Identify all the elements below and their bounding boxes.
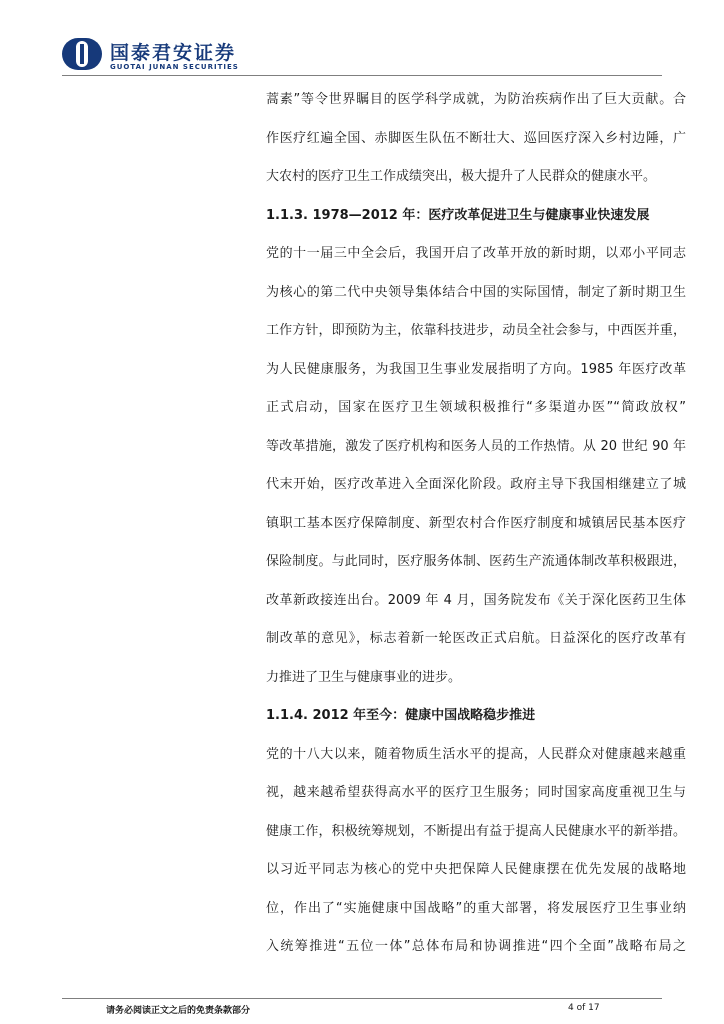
text-line: 等改革措施，激发了医疗机构和医务人员的工作热情。从 20 世纪 90 年 [266,438,686,454]
brand-name-en: GUOTAI JUNAN SECURITIES [110,63,239,71]
text-line: 为人民健康服务，为我国卫生事业发展指明了方向。1985 年医疗改革 [266,361,686,377]
text-line: 改革新政接连出台。2009 年 4 月，国务院发布《关于深化医药卫生体 [266,592,686,608]
text-line: 位，作出了“实施健康中国战略”的重大部署，将发展医疗卫生事业纳 [266,900,686,916]
page-number: 4 of 17 [568,1003,600,1013]
text-line: 大农村的医疗卫生工作成绩突出，极大提升了人民群众的健康水平。 [266,169,657,184]
page-header [0,0,724,80]
text-line: 健康工作，积极统筹规划，不断提出有益于提高人民健康水平的新举措。 [266,823,686,839]
text-line: 以习近平同志为核心的党中央把保障人民健康摆在优先发展的战略地 [266,862,686,877]
text-line: 保险制度。与此同时，医疗服务体制、医药生产流通体制改革积极跟进， [266,554,686,569]
text-line: 代末开始，医疗改革进入全面深化阶段。政府主导下我国相继建立了城 [266,477,686,492]
document-body [266,86,686,972]
text-line: 正式启动，国家在医疗卫生领域积极推行“多渠道办医”“简政放权” [266,400,686,415]
footer-disclaimer: 请务必阅读正文之后的免责条款部分 [106,1006,251,1016]
text-line: 入统筹推进“五位一体”总体布局和协调推进“四个全面”战略布局之 [266,939,686,954]
text-line: 镇职工基本医疗保障制度、新型农村合作医疗制度和城镇居民基本医疗 [266,515,686,531]
guotai-junan-logo-icon [62,38,102,70]
brand-name-cn: 国泰君安证券 [110,42,237,64]
footer-divider [62,998,662,999]
section-heading-1-1-4: 1.1.4. 2012 年至今：健康中国战略稳步推进 [266,708,536,723]
text-line: 为核心的第二代中央领导集体结合中国的实际国情，制定了新时期卫生 [266,284,686,300]
text-line: 力推进了卫生与健康事业的进步。 [266,669,462,685]
text-line: 党的十一届三中全会后，我国开启了改革开放的新时期，以邓小平同志 [266,246,686,261]
text-line: 作医疗红遍全国、赤脚医生队伍不断壮大、巡回医疗深入乡村边陲，广 [266,130,686,146]
text-line: 制改革的意见》，标志着新一轮医改正式启航。日益深化的医疗改革有 [266,631,686,646]
text-line: 蒿素”等令世界瞩目的医学科学成就，为防治疾病作出了巨大贡献。合 [266,92,686,107]
text-line: 工作方针，即预防为主，依靠科技进步，动员全社会参与，中西医并重， [266,323,686,338]
text-line: 视，越来越希望获得高水平的医疗卫生服务；同时国家高度重视卫生与 [266,785,686,800]
text-line: 党的十八大以来，随着物质生活水平的提高，人民群众对健康越来越重 [266,746,686,762]
header-divider [62,75,662,76]
section-heading-1-1-3: 1.1.3. 1978—2012 年：医疗改革促进卫生与健康事业快速发展 [266,207,650,223]
